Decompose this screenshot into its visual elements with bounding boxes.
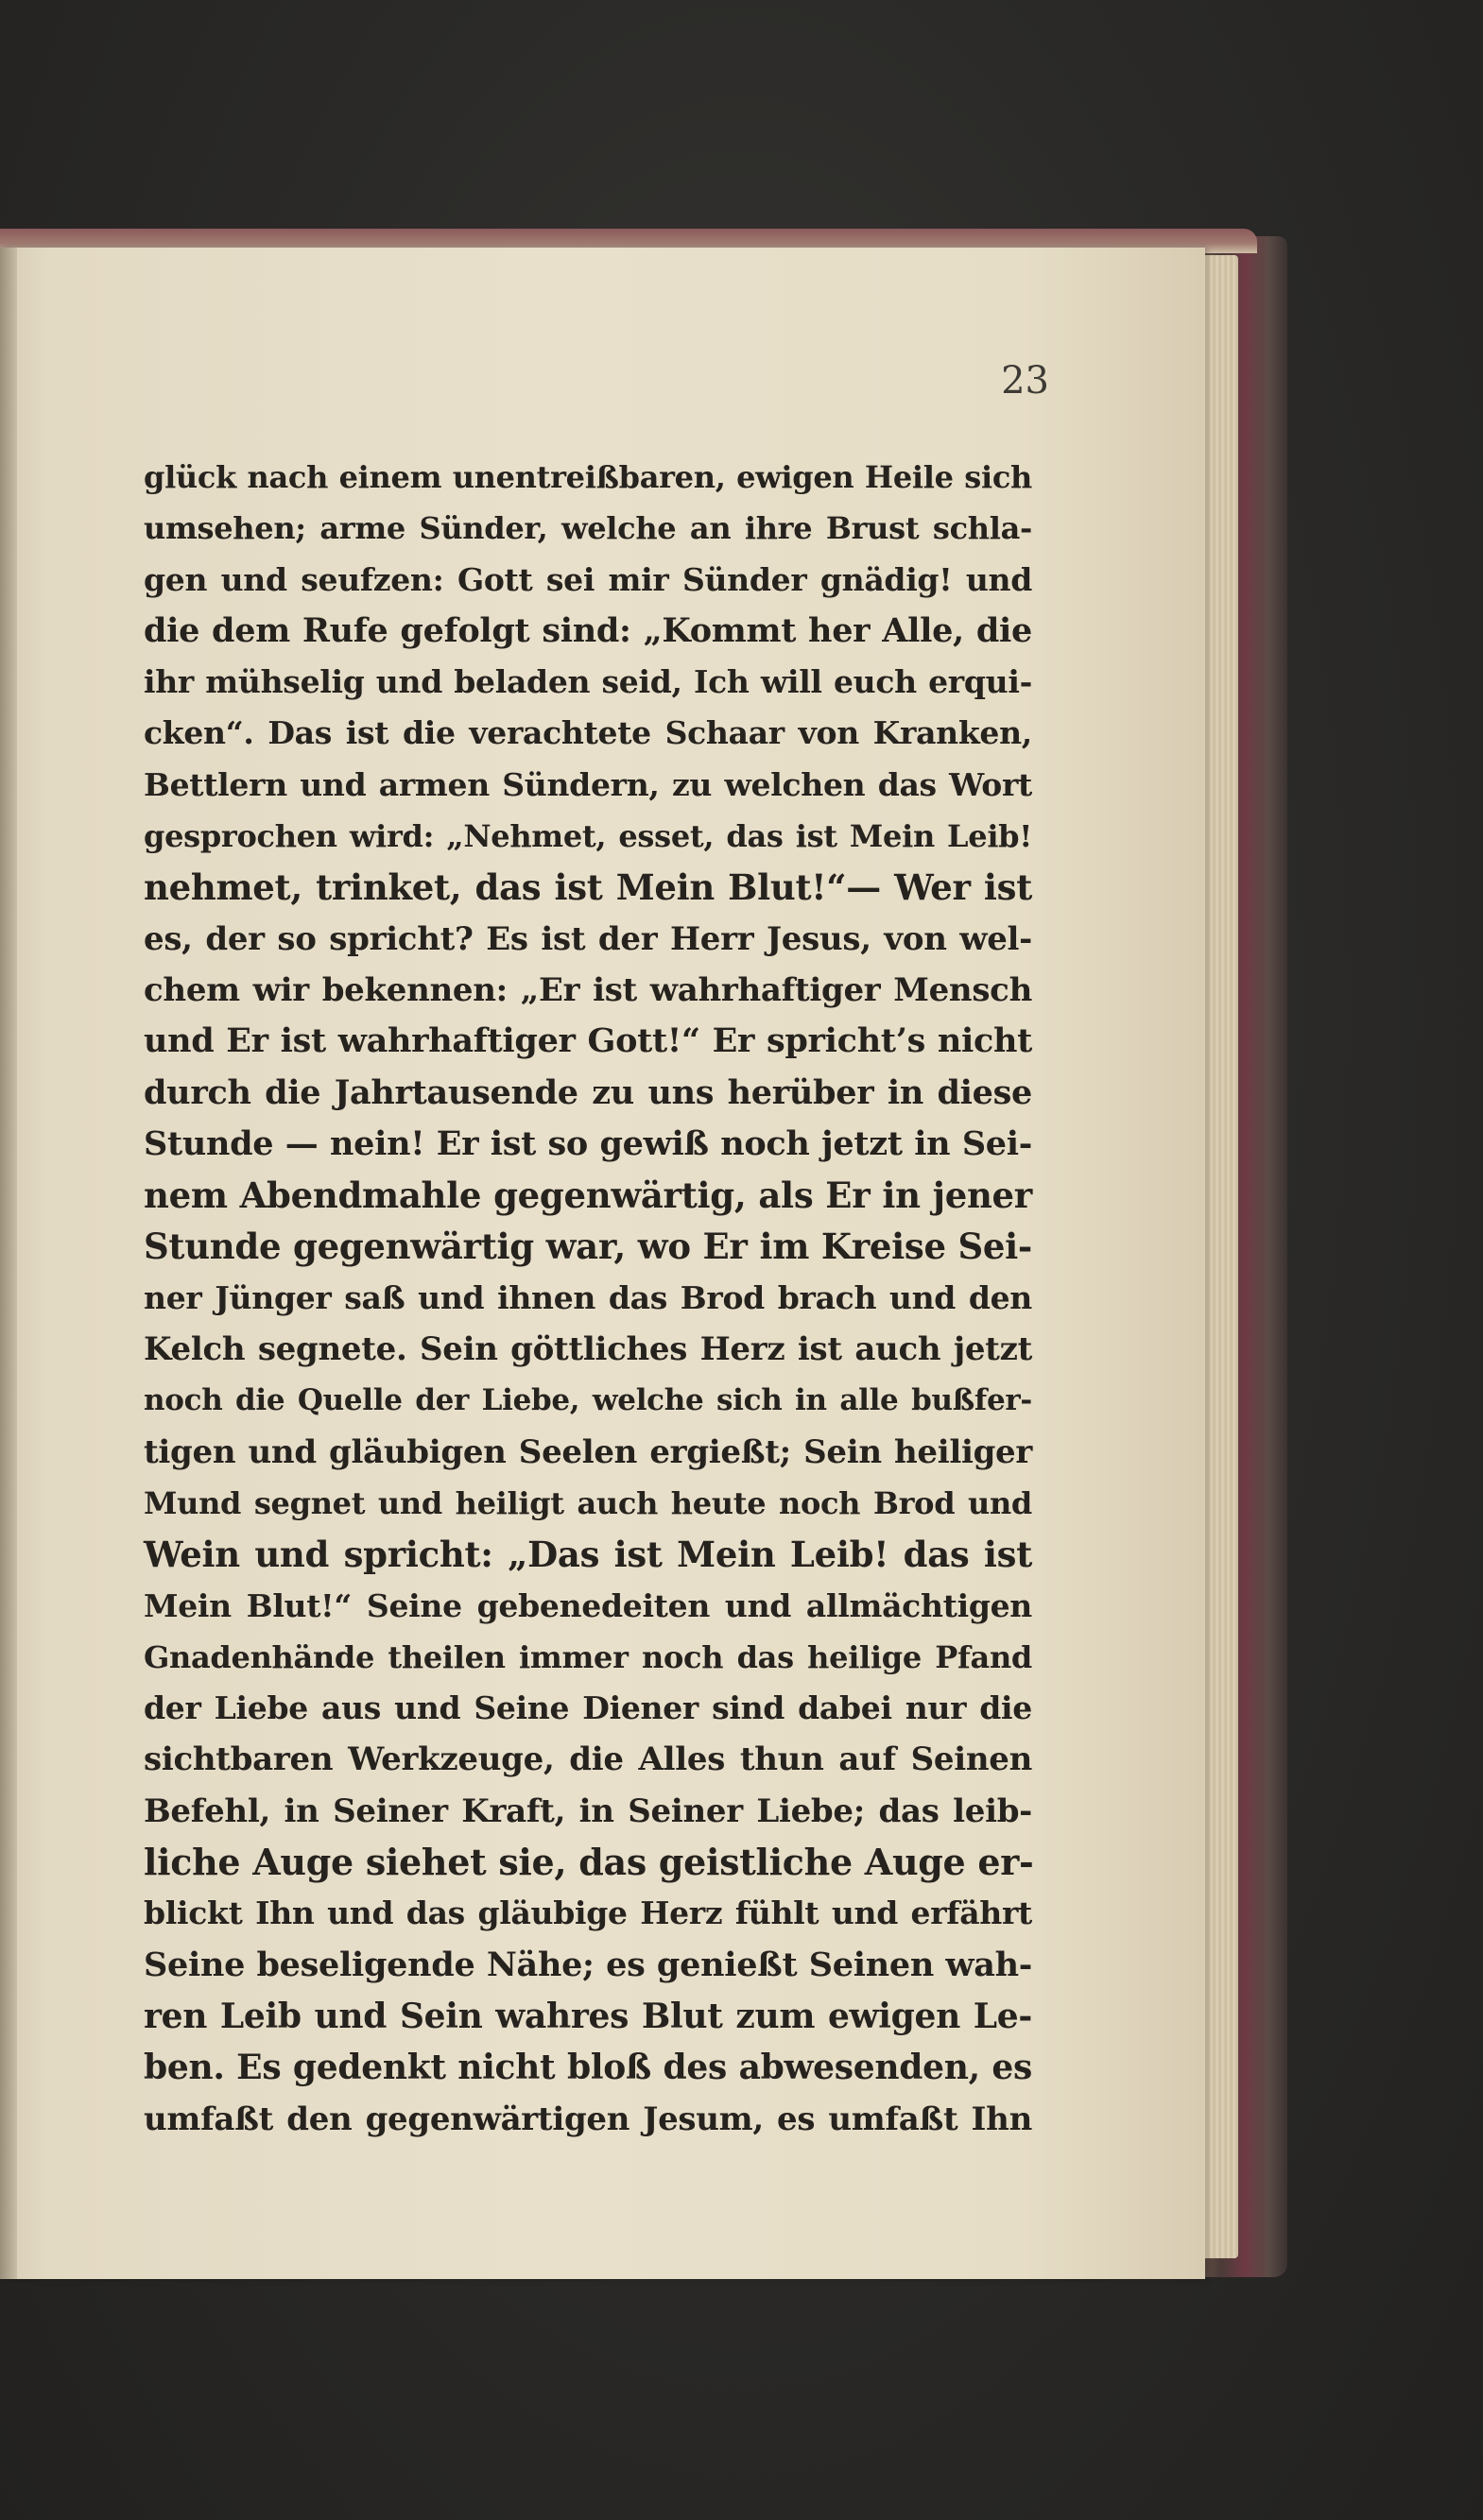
text-line: umfaßt den gegenwärtigen Jesum, es umfaßt Ihn [144, 2100, 1032, 2138]
book-gutter [0, 248, 17, 2279]
text-line: blickt Ihn und das gläubige Herz fühlt und erfährt [144, 1894, 1032, 1932]
text-line: Stunde — nein! Er ist so gewiß noch jetzt in Sei- [144, 1123, 1032, 1163]
text-line: ihr mühselig und beladen seid, Ich will euch erqui- [144, 663, 1032, 701]
text-line: umsehen; arme Sünder, welche an ihre Brust schla- [144, 510, 1032, 547]
text-line: die dem Rufe gefolgt sind: „Kommt her Alle, die [144, 610, 1032, 650]
page-body-text [144, 452, 1032, 2145]
text-line: der Liebe aus und Seine Diener sind dabei nur die [144, 1689, 1032, 1727]
text-line: liche Auge siehet sie, das geistliche Auge er- [144, 1841, 1034, 1884]
text-line: gen und seufzen: Gott sei mir Sünder gnädig! und [144, 560, 1032, 598]
text-line: sichtbaren Werkzeuge, die Alles thun auf Seinen [144, 1740, 1032, 1779]
text-line: nehmet, trinket, das ist Mein Blut!“— Wer ist [144, 866, 1032, 909]
text-line: Wein und spricht: „Das ist Mein Leib! das ist [144, 1534, 1032, 1576]
text-line: Kelch segnete. Sein göttliches Herz ist auch jetzt [144, 1330, 1032, 1369]
text-line: ben. Es gedenkt nicht bloß des abwesenden, es [144, 2048, 1032, 2088]
text-line: Mund segnet und heiligt auch heute noch Brod und [144, 1484, 1032, 1521]
text-line: Bettlern und armen Sündern, zu welchen das Wort [144, 765, 1032, 803]
page-number: 23 [1001, 359, 1049, 403]
text-line: durch die Jahrtausende zu uns herüber in diese [144, 1072, 1032, 1112]
text-line: Befehl, in Seiner Kraft, in Seiner Liebe; das leib- [144, 1791, 1032, 1830]
text-line: tigen und gläubigen Seelen ergießt; Sein heiliger [144, 1432, 1032, 1471]
text-line: Stunde gegenwärtig war, wo Er im Kreise Sei- [144, 1226, 1032, 1268]
text-line: cken“. Das ist die verachtete Schaar von Kranken, [144, 714, 1032, 752]
text-line: gesprochen wird: „Nehmet, esset, das ist Mein Leib! [144, 818, 1032, 855]
text-line: chem wir bekennen: „Er ist wahrhaftiger Mensch [144, 970, 1032, 1009]
text-line: Seine beseligende Nähe; es genießt Seinen wah- [144, 1945, 1032, 1984]
text-line: Gnadenhände theilen immer noch das heilige Pfand [144, 1638, 1032, 1675]
text-line: es, der so spricht? Es ist der Herr Jesus, von wel- [144, 919, 1032, 958]
text-line: Mein Blut!“ Seine gebenedeiten und allmächtigen [144, 1586, 1032, 1624]
text-line: ren Leib und Sein wahres Blut zum ewigen Le- [144, 1996, 1032, 2036]
text-line: ner Jünger saß und ihnen das Brod brach und den [144, 1278, 1032, 1316]
text-line: nem Abendmahle gegenwärtig, als Er in jener [144, 1174, 1032, 1217]
text-line: noch die Quelle der Liebe, welche sich in alle bußfer- [144, 1383, 1032, 1418]
text-line: glück nach einem unentreißbaren, ewigen Heile sich [144, 459, 1032, 495]
text-line: und Er ist wahrhaftiger Gott!“ Er spricht’s nicht [144, 1021, 1032, 1061]
